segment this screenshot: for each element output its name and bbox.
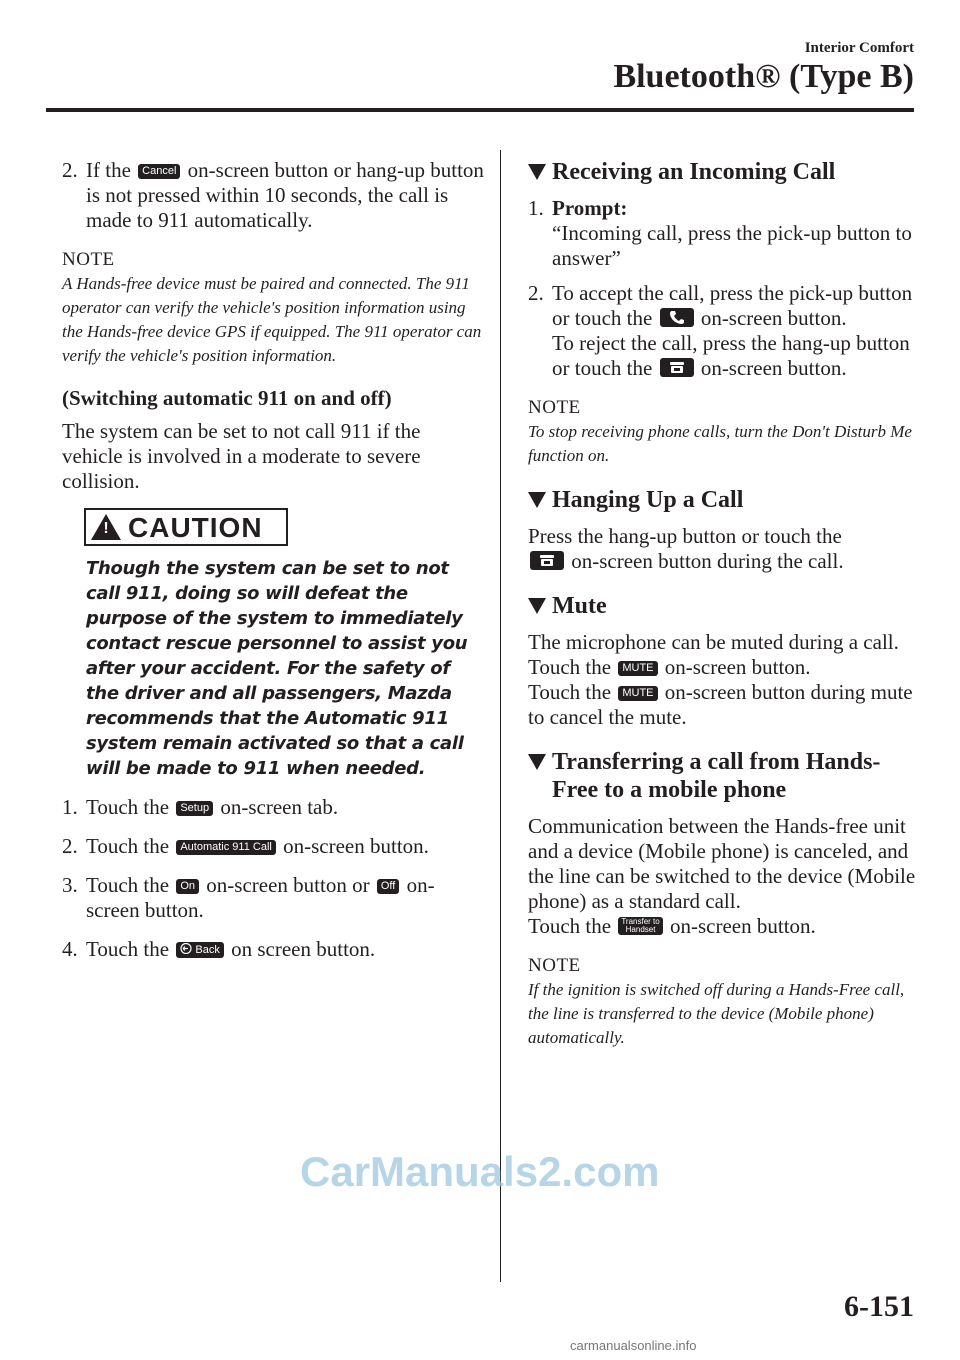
note-text: A Hands-free device must be paired and connected. The 911 operator can verify the vehicle's position information using the Hands-free device GPS if equipped. The 911 operator can verify the vehicle's position information. bbox=[62, 274, 482, 365]
mute-button[interactable]: MUTE bbox=[618, 661, 657, 676]
mute-step: Touch the MUTE on-screen button. Touch the MUTE on-screen button during mute to cancel the mute. bbox=[528, 655, 913, 729]
left-column bbox=[62, 158, 486, 962]
on-button[interactable]: On bbox=[176, 879, 199, 894]
step-cancel: 2. If the Cancel on-screen button or hang-up button is not pressed within 10 seconds, the call is made to 911 automatically. bbox=[62, 158, 484, 232]
hanging-text: Press the hang-up button or touch the on-screen button during the call. bbox=[528, 524, 844, 573]
phone-hangup-icon bbox=[660, 358, 694, 377]
step-auto911: 2. Touch the Automatic 911 Call on-screen button. bbox=[62, 834, 429, 858]
hang-up-button[interactable] bbox=[660, 358, 694, 377]
right-column bbox=[528, 158, 918, 1050]
hang-up-button[interactable] bbox=[530, 551, 564, 570]
mute-heading: Mute bbox=[528, 592, 918, 620]
section-triangle-icon bbox=[528, 164, 546, 180]
footer-watermark: carmanualsonline.info bbox=[570, 1338, 697, 1353]
note-text: If the ignition is switched off during a Hands-Free call, the line is transferred to the device (Mobile phone) automatically. bbox=[528, 980, 905, 1047]
header-rule bbox=[46, 108, 914, 112]
step-setup: 1. Touch the Setup on-screen tab. bbox=[62, 795, 339, 819]
hanging-heading: Hanging Up a Call bbox=[528, 486, 918, 514]
receiving-heading: Receiving an Incoming Call bbox=[528, 158, 918, 186]
caution-label: ! CAUTION bbox=[84, 508, 288, 546]
mute-button[interactable]: MUTE bbox=[618, 686, 657, 701]
switch-heading: (Switching automatic 911 on and off) bbox=[62, 386, 392, 410]
transfer-text: Communication between the Hands-free unit and a device (Mobile phone) is canceled, and the line can be switched to the device (Mobile phone) as a standard call. bbox=[528, 814, 916, 913]
off-button[interactable]: Off bbox=[377, 879, 399, 894]
note-heading: NOTE bbox=[62, 249, 115, 270]
automatic-911-call-button[interactable]: Automatic 911 Call bbox=[176, 840, 276, 855]
phone-pickup-icon bbox=[660, 308, 694, 327]
back-button[interactable]: Back bbox=[176, 942, 224, 958]
section-triangle-icon bbox=[528, 598, 546, 614]
mute-text: The microphone can be muted during a call. bbox=[528, 630, 899, 654]
pick-up-button[interactable] bbox=[660, 308, 694, 327]
note-heading: NOTE bbox=[528, 397, 581, 418]
setup-tab[interactable]: Setup bbox=[176, 801, 213, 816]
header-section: Interior Comfort bbox=[804, 40, 914, 56]
caution-text: Though the system can be set to not call 911, doing so will defeat the purpose of the system to immediately contact rescue personnel to assist you after your accident. For the safety of the driver and all passengers, Mazda recommends that the Automatic 911 system remain activated so that a call will be made to 911 when needed. bbox=[86, 558, 468, 779]
watermark: CarManuals2.com bbox=[300, 1148, 660, 1195]
note-text: To stop receiving phone calls, turn the Don't Disturb Me function on. bbox=[528, 422, 912, 465]
section-triangle-icon bbox=[528, 492, 546, 508]
switch-text: The system can be set to not call 911 if the vehicle is involved in a moderate to severe collision. bbox=[62, 419, 421, 493]
transfer-step: Touch the Transfer to Handset on-screen button. bbox=[528, 914, 816, 938]
page-title: Bluetooth® (Type B) bbox=[613, 58, 914, 95]
step-back: 4. Touch the Back on screen button. bbox=[62, 937, 376, 961]
cancel-button[interactable]: Cancel bbox=[138, 164, 180, 179]
column-divider bbox=[500, 150, 501, 1282]
step-on-off: 3. Touch the On on-screen button or Off on-screen button. bbox=[62, 873, 435, 922]
back-icon bbox=[180, 943, 192, 954]
step-prompt: 1. Prompt: “Incoming call, press the pick-up button to answer” bbox=[528, 196, 912, 270]
page-number: 6-151 bbox=[844, 1290, 914, 1323]
step-accept-reject: 2. To accept the call, press the pick-up button or touch the on-screen button. To reject the call, press the hang-up button or touch the on-screen button. bbox=[528, 281, 913, 380]
note-heading: NOTE bbox=[528, 955, 581, 976]
transfer-to-handset-button[interactable]: Transfer to Handset bbox=[618, 917, 662, 935]
transfer-heading: Transferring a call from Hands-Free to a mobile phone bbox=[528, 748, 918, 804]
section-triangle-icon bbox=[528, 754, 546, 770]
phone-hangup-icon bbox=[530, 551, 564, 570]
